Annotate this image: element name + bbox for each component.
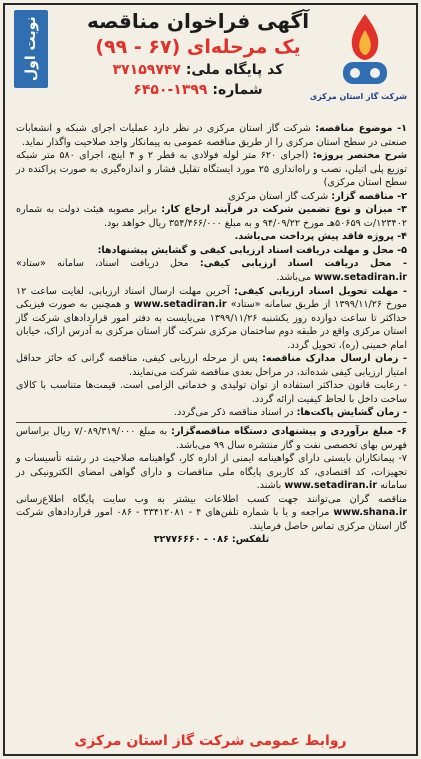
section-6-title: ۶- مبلغ برآوردی و پیشنهادی دستگاه مناقصه‌گزار: <box>170 426 408 438</box>
section-6 <box>16 425 407 452</box>
notice-title: آگهی فراخوان مناقصه <box>86 9 310 33</box>
section-5c <box>16 352 407 379</box>
section-3-title: ۳- میزان و نوع تضمین شرکت در فرآیند ارجاع کار: <box>161 204 407 216</box>
title-block <box>79 8 317 100</box>
company-logo <box>309 10 407 101</box>
number-label: شماره: <box>212 82 263 98</box>
national-id-value: ۳۷۱۵۹۷۴۷ <box>112 62 181 78</box>
first-round-badge: نوبت اول <box>14 10 48 88</box>
section-7-end: باشند. <box>256 480 282 492</box>
number-line <box>79 80 317 100</box>
setadiran-link-3[interactable]: www.setadiran.ir <box>284 480 378 492</box>
gas-flame-icon <box>333 10 397 90</box>
section-3 <box>16 203 407 230</box>
section-2-title: ۲- مناقصه گزار: <box>331 190 407 202</box>
section-5c-title: - زمان ارسال مدارک مناقصه: <box>262 353 407 365</box>
telefax-label: تلفکس: <box>231 534 270 546</box>
section-5d: - رعایت قانون حداکثر استفاده از توان تولیدی و خدماتی الزامی است. قیمت‌ها متناسب با کالای ساخت داخل با لحاظ کیفیت ارائه گردد. <box>16 380 407 405</box>
project-summary-title: شرح مختصر پروژه: <box>312 150 408 162</box>
notice-subtitle: یک مرحله‌ای (۶۷ - ۹۹) <box>95 36 301 58</box>
section-5b <box>16 285 407 353</box>
section-7-text: ۷- پیمانکاران بایستی دارای گواهینامه ایمنی از اداره کار، گواهینامه صلاحیت در رشته تأسیسات و تجهیزات، کد اقتصادی، کد کاربری پایگاه ملی مناقصات و دارای گواهی امضای الکترونیکی در سامانه <box>16 453 407 492</box>
section-5a-title: - محل دریافت اسناد ارزیابی کیفی: <box>199 258 407 270</box>
section-5c-text: پس از مرحله ارزیابی کیفی، مناقصه گرانی که حائز حداقل امتیاز ارزیابی کیفی شده‌اند، در مراحل بعدی مناقصه شرکت می‌نمایند. <box>16 353 407 378</box>
section-5: ۵- محل و مهلت دریافت اسناد ارزیابی کیفی و گشایش پیشنهادها: <box>97 244 407 256</box>
section-5e-text: در اسناد مناقصه ذکر می‌گردد. <box>173 407 294 419</box>
section-1 <box>16 122 407 149</box>
setadiran-link[interactable]: www.setadiran.ir <box>314 272 407 284</box>
section-7 <box>16 452 407 493</box>
section-8-text-2: مراجعه و یا با شماره تلفن‌های ۴ - ۳۳۴۱۲۰۸۱ - ۰۸۶ امور قراردادهای شرکت گاز استان مرکزی تماس حاصل فرمایند. <box>16 507 407 532</box>
notice-body <box>6 122 415 547</box>
section-1-text: شرکت گاز استان مرکزی در نظر دارد عملیات اجرای شبکه و انشعابات صنعتی در سطح استان مرکزی را از طریق مناقصه عمومی به پیمانکار واجد صلاحیت واگذار نماید. <box>16 123 407 148</box>
national-id-label: کد پایگاه ملی: <box>185 62 284 78</box>
shana-link[interactable]: www.shana.ir <box>333 507 407 519</box>
header <box>6 4 415 122</box>
national-id-line <box>79 60 317 80</box>
telefax-line <box>16 533 407 547</box>
section-5b-title: - مهلت تحویل اسناد ارزیابی کیفی: <box>234 285 407 297</box>
section-4: ۴- پروژه فاقد پیش پرداخت می‌باشد. <box>234 231 407 243</box>
section-1-title: ۱- موضوع مناقصه: <box>315 123 407 134</box>
section-2-text: شرکت گاز استان مرکزی <box>228 190 329 202</box>
section-3-text: برابر مصوبه هیئت دولت به شماره ۱۲۳۴۰۲/ت ۵۰۶۵۹هـ مورخ ۹۴/۰۹/۲۲ و به مبلغ ۳۵۴/۴۶۶/۰۰۰ ریال خواهد بود. <box>16 204 407 229</box>
section-2 <box>16 190 407 204</box>
number-value: ۱۳۹۹-۶۴۵۰ <box>133 82 208 98</box>
divider <box>16 422 407 423</box>
section-8-text: مناقصه گران می‌توانند جهت کسب اطلاعات بیشتر به وب سایت پایگاه اطلاع‌رسانی <box>16 493 407 505</box>
section-5e-title: - زمان گشایش پاکت‌ها: <box>296 407 407 419</box>
telefax-number: ۰۸۶ - ۳۲۷۷۶۶۶۰ <box>153 534 229 546</box>
public-relations-footer: روابط عمومی شرکت گاز استان مرکزی <box>74 733 347 749</box>
section-5e <box>16 406 407 420</box>
logo-caption: شرکت گاز استان مرکزی <box>309 92 407 101</box>
section-5b-text: آخرین مهلت ارسال اسناد ارزیابی، لغایت ساعت ۱۲ مورخ ۱۳۹۹/۱۱/۲۶ از طریق سامانه «ستاد» <box>16 285 407 311</box>
section-6-text: به مبلغ ۷/۰۸۹/۳۱۹/۰۰۰ ریال براساس فهرس بهای تخصصی نفت و گاز منتشره سال ۹۹ می‌باشد. <box>16 426 407 451</box>
section-5a-text: محل دریافت اسناد، سامانه «ستاد» <box>16 258 189 270</box>
section-5b-text-2: و همچنین به صورت فیزیکی حداکثر تا ساعت دوازده روز یکشنبه ۱۳۹۹/۱۱/۲۶ می‌بایست به دفتر امور قراردادهای شرکت گاز استان مرکزی واقع در طبقه دوم ساختمان مرکزی شرکت گاز استان مرکزی به آدرس اراک، خیابان امام خمینی (ره)، تحویل گردد. <box>16 299 407 351</box>
section-5a <box>16 257 407 284</box>
section-5a-end: می‌باشد. <box>276 272 312 284</box>
section-8 <box>16 493 407 534</box>
section-1b <box>16 149 407 190</box>
project-summary-text: (اجرای ۶۲۰ متر لوله فولادی به قطر ۲ و ۴ اینچ، اجرای ۵۸۰ متر شبکه توزیع پلی اتیلن، نصب و راه‌اندازی ۲۵ مورد ایستگاه تقلیل فشار و اندازه‌گیری به صورت پراکنده در سطح استان مرکزی) <box>16 150 408 189</box>
setadiran-link-2[interactable]: www.setadiran.ir <box>133 299 227 311</box>
